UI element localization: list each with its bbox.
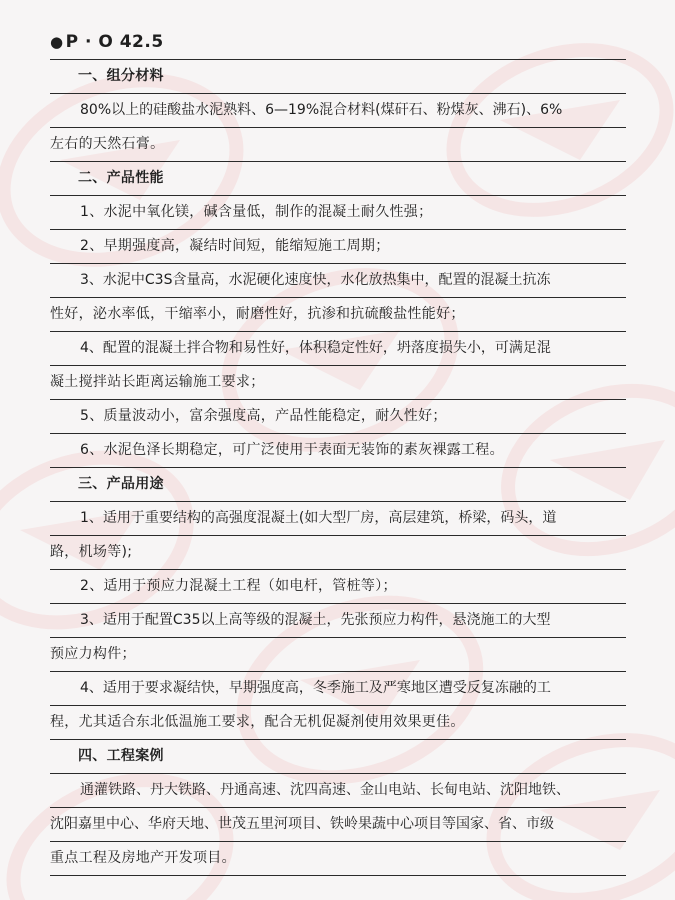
performance-item-4-line-2: 凝土搅拌站长距离运输施工要求；: [50, 366, 626, 400]
cases-line-3: 重点工程及房地产开发项目。: [50, 842, 626, 876]
composition-line-1: 80%以上的硅酸盐水泥熟料、6—19%混合材料(煤矸石、粉煤灰、沸石)、6%: [50, 94, 626, 128]
section-heading-cases: 四、工程案例: [50, 740, 626, 774]
performance-item-5: 5、质量波动小，富余强度高，产品性能稳定，耐久性好；: [50, 400, 626, 434]
usage-item-1-line-2: 路，机场等);: [50, 536, 626, 570]
bullet-dot: ●: [50, 33, 64, 51]
usage-item-4-line-1: 4、适用于要求凝结快，早期强度高，冬季施工及严寒地区遭受反复冻融的工: [50, 672, 626, 706]
product-title: [50, 26, 626, 60]
usage-item-3-line-1: 3、适用于配置C35以上高等级的混凝土，先张预应力构件，悬浇施工的大型: [50, 604, 626, 638]
performance-item-2: 2、早期强度高，凝结时间短，能缩短施工周期；: [50, 230, 626, 264]
product-grade: P · O 42.5: [65, 32, 164, 52]
section-heading-performance: 二、产品性能: [50, 162, 626, 196]
section-heading-usage: 三、产品用途: [50, 468, 626, 502]
cases-line-1: 通灌铁路、丹大铁路、丹通高速、沈四高速、金山电站、长甸电站、沈阳地铁、: [50, 774, 626, 808]
usage-item-1-line-1: 1、适用于重要结构的高强度混凝土(如大型厂房，高层建筑，桥梁，码头，道: [50, 502, 626, 536]
performance-item-1: 1、水泥中氧化镁，碱含量低，制作的混凝土耐久性强；: [50, 196, 626, 230]
cases-line-2: 沈阳嘉里中心、华府天地、世茂五里河项目、铁岭果蔬中心项目等国家、省、市级: [50, 808, 626, 842]
composition-line-2: 左右的天然石膏。: [50, 128, 626, 162]
performance-item-6: 6、水泥色泽长期稳定，可广泛使用于表面无装饰的素灰裸露工程。: [50, 434, 626, 468]
document-body: [50, 26, 626, 876]
usage-item-3-line-2: 预应力构件；: [50, 638, 626, 672]
usage-item-2: 2、适用于预应力混凝土工程（如电杆，管桩等）；: [50, 570, 626, 604]
section-heading-composition: 一、组分材料: [50, 60, 626, 94]
performance-item-3-line-2: 性好，泌水率低，干缩率小，耐磨性好，抗渗和抗硫酸盐性能好；: [50, 298, 626, 332]
performance-item-3-line-1: 3、水泥中C3S含量高，水泥硬化速度快，水化放热集中，配置的混凝土抗冻: [50, 264, 626, 298]
performance-item-4-line-1: 4、配置的混凝土拌合物和易性好，体积稳定性好，坍落度损失小，可满足混: [50, 332, 626, 366]
usage-item-4-line-2: 程，尤其适合东北低温施工要求，配合无机促凝剂使用效果更佳。: [50, 706, 626, 740]
